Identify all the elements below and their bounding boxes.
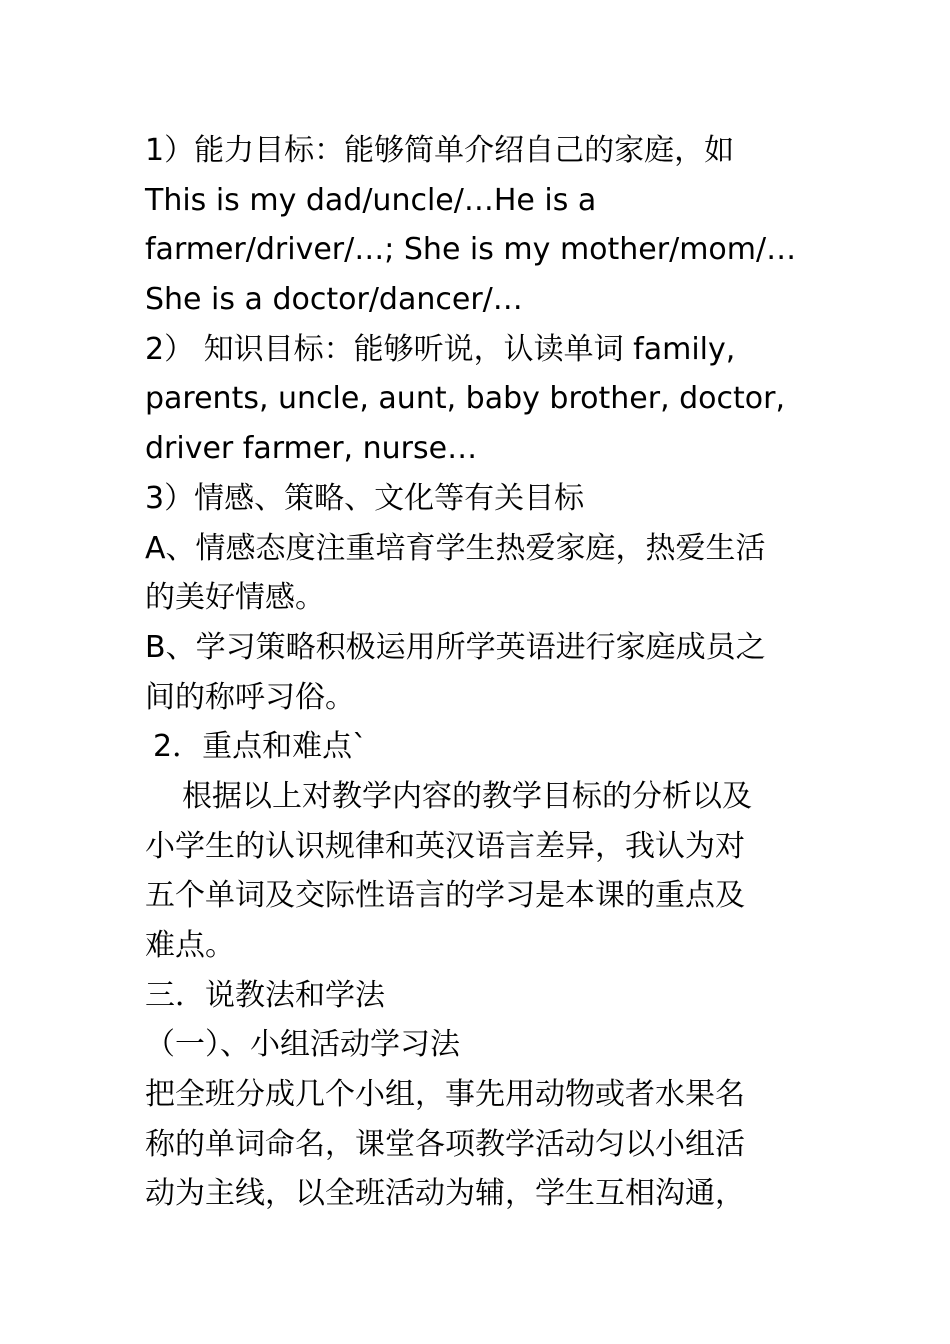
- text-line: A、情感态度注重培育学生热爱家庭，热爱生活: [145, 530, 766, 566]
- section-three-heading: 三．说教法和学法: [145, 977, 385, 1013]
- text-line: 间的称呼习俗。: [145, 679, 355, 715]
- key-points-heading: 2．重点和难点`: [153, 729, 368, 765]
- text-line: driver farmer, nurse…: [145, 431, 478, 467]
- text-line: She is a doctor/dancer/…: [145, 282, 523, 318]
- knowledge-goal-line: 2） 知识目标：能够听说，认读单词 family,: [145, 331, 736, 367]
- text-line: parents, uncle, aunt, baby brother, doctor,: [145, 381, 786, 417]
- text-line: 五个单词及交际性语言的学习是本课的重点及: [145, 878, 745, 914]
- text-line: 难点。: [145, 928, 235, 963]
- paragraph-start-line: 根据以上对教学内容的教学目标的分析以及: [182, 778, 752, 814]
- emotion-goal-heading: 3）情感、策略、文化等有关目标: [145, 480, 585, 516]
- ability-goal-line: 1）能力目标：能够简单介绍自己的家庭，如: [145, 133, 735, 168]
- document-body: [145, 126, 810, 1219]
- text-line: B、学习策略积极运用所学英语进行家庭成员之: [145, 629, 766, 665]
- text-line: 称的单词命名，课堂各项教学活动匀以小组活: [145, 1126, 745, 1162]
- subsection-heading: （一）、小组活动学习法: [145, 1027, 460, 1063]
- text-line: 小学生的认识规律和英汉语言差异，我认为对: [145, 828, 745, 864]
- text-line: 的美好情感。: [145, 580, 325, 616]
- text-line: This is my dad/uncle/…He is a: [145, 182, 597, 218]
- text-line: 动为主线，以全班活动为辅，学生互相沟通，: [145, 1176, 745, 1212]
- text-line: 把全班分成几个小组，事先用动物或者水果名: [145, 1077, 745, 1113]
- text-line: farmer/driver/…; She is my mother/mom/…: [145, 232, 797, 268]
